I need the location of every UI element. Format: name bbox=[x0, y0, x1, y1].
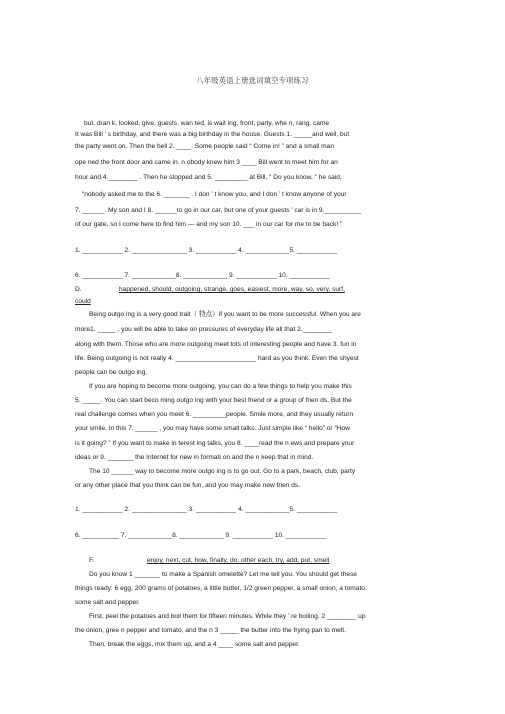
text-line: the party went on. Then the bell 2. ____. Some people said “ Come in! ” and a small man bbox=[75, 143, 335, 150]
text-line: along with them. Those who are more outgoing meet lots of interesting people and have 3. fun in bbox=[75, 341, 357, 348]
text-line: of our gate, so I come here to find him — and my son 10. ___ in our car for me to be back! ” bbox=[75, 221, 343, 228]
text-line: people can be outgo ing. bbox=[75, 369, 148, 376]
text-line: Then, break the eggs, mix them up, and a 4 ____ some salt and pepper. bbox=[89, 641, 300, 648]
text-line: things ready: 6 egg, 200 grams of potatoes, a little butter, 1/2 green pepper, a small onion, a tomato, bbox=[75, 585, 367, 592]
text-line: hour and 4.________ . Then he stopped and 5. _________ at Bill, “ Do you know, ” he said, bbox=[75, 174, 342, 181]
text-line: ope ned the front door and came in. n obody knew him 3 ____ Bill went to meet him for an bbox=[75, 159, 338, 166]
text-line: 5. _____. You can start beco ming outgo ing with your best friend or a group of frien ds. But the bbox=[75, 397, 352, 404]
word-bank-line: enjoy, next, cut, how, finally, do, other each, try, add, put, smell bbox=[147, 557, 330, 564]
text-line: “nobody asked me to the 6. _______ . I don ’ t know you, and I don ’ t know anyone of your bbox=[82, 191, 347, 198]
text-line: Being outgo ing is a very good trait（ 特点）if you want to be more successful. When you are bbox=[89, 311, 361, 318]
word-bank-line: happened, should, outgoing, strange, goes, easiest, more, way, so, very, surf, bbox=[119, 286, 345, 293]
text-line: It was Bill ’ s birthday, and there was a big birthday in the house. Guests 1. _____and well, but bbox=[75, 131, 350, 138]
text-line: more1. _____ , you will be able to take on pressures of everyday life all that 2.________ bbox=[75, 326, 332, 333]
word-bank-line: could bbox=[75, 298, 91, 305]
text-line: Do you know 1 _______ to make a Spanish omelette? Let me tell you. You should get these bbox=[89, 571, 357, 578]
text-line: is it going? ” If you want to make in terest ing talks, you 8. ____read the n ews and prepare your bbox=[75, 440, 355, 447]
section-label: D. bbox=[75, 286, 82, 293]
answer-row: 1. ___________ 2. _______________ 3. ___________ 4. ____________5. ___________ bbox=[75, 247, 338, 254]
answer-row: 1. ___________ 2. _______________ 3. ___________ 4. ____________5. ___________ bbox=[75, 506, 338, 513]
page-title: 八年级英语上册选词填空专项练习 bbox=[196, 76, 309, 85]
text-line: real challenge comes when you meet 6. _________people. Smile more, and they usually return bbox=[75, 411, 354, 418]
text-line: some salt and pepper. bbox=[75, 599, 140, 606]
text-line: The 10 ______ way to become more outgo ing is to go out. Go to a park, beach, club, party bbox=[89, 468, 356, 475]
text-line: life. Being outgoing is not really 4. ______________________ hard as you think. Even the shyest bbox=[75, 355, 359, 362]
answer-row: 6. __________ 7. ____________8. ____________ 9. ___________ 10. ___________ bbox=[75, 532, 327, 539]
text-line: First, peel the potatoes and boil them for fifteen minutes. While they ’ re boiling, 2 ________ up bbox=[89, 613, 366, 620]
text-line: 7. ______. My son and I 8. ______to go in our car, but one of your guests ’ car is in 9.__________ bbox=[75, 207, 362, 214]
text-line: the onion, gree n pepper and tomato, and the n 3 _____ the butter into the frying pan to melt. bbox=[75, 627, 346, 634]
text-line: your smile. In this 7. ______ , you may have some small talks. Just simple like “ hello” or “How bbox=[75, 425, 350, 432]
section-label: F. bbox=[89, 557, 95, 564]
text-line: or any other place that you think can be fun, and you may make new frien ds. bbox=[75, 482, 301, 489]
text-line: ideas or 9. _______ the Internet for new in formati on and the n keep that in mind. bbox=[75, 454, 314, 461]
word-bank-line: but, dran k, looked, give, guests, wan ted, is wait ing, front, party, whe n, rang, came bbox=[84, 120, 330, 127]
text-line: If you are hoping to become more outgoing, you can do a few things to help you make this bbox=[89, 383, 352, 390]
answer-row: 6. ___________ 7. ____________8. ____________ 9. ___________ 10. ___________ bbox=[75, 272, 330, 279]
